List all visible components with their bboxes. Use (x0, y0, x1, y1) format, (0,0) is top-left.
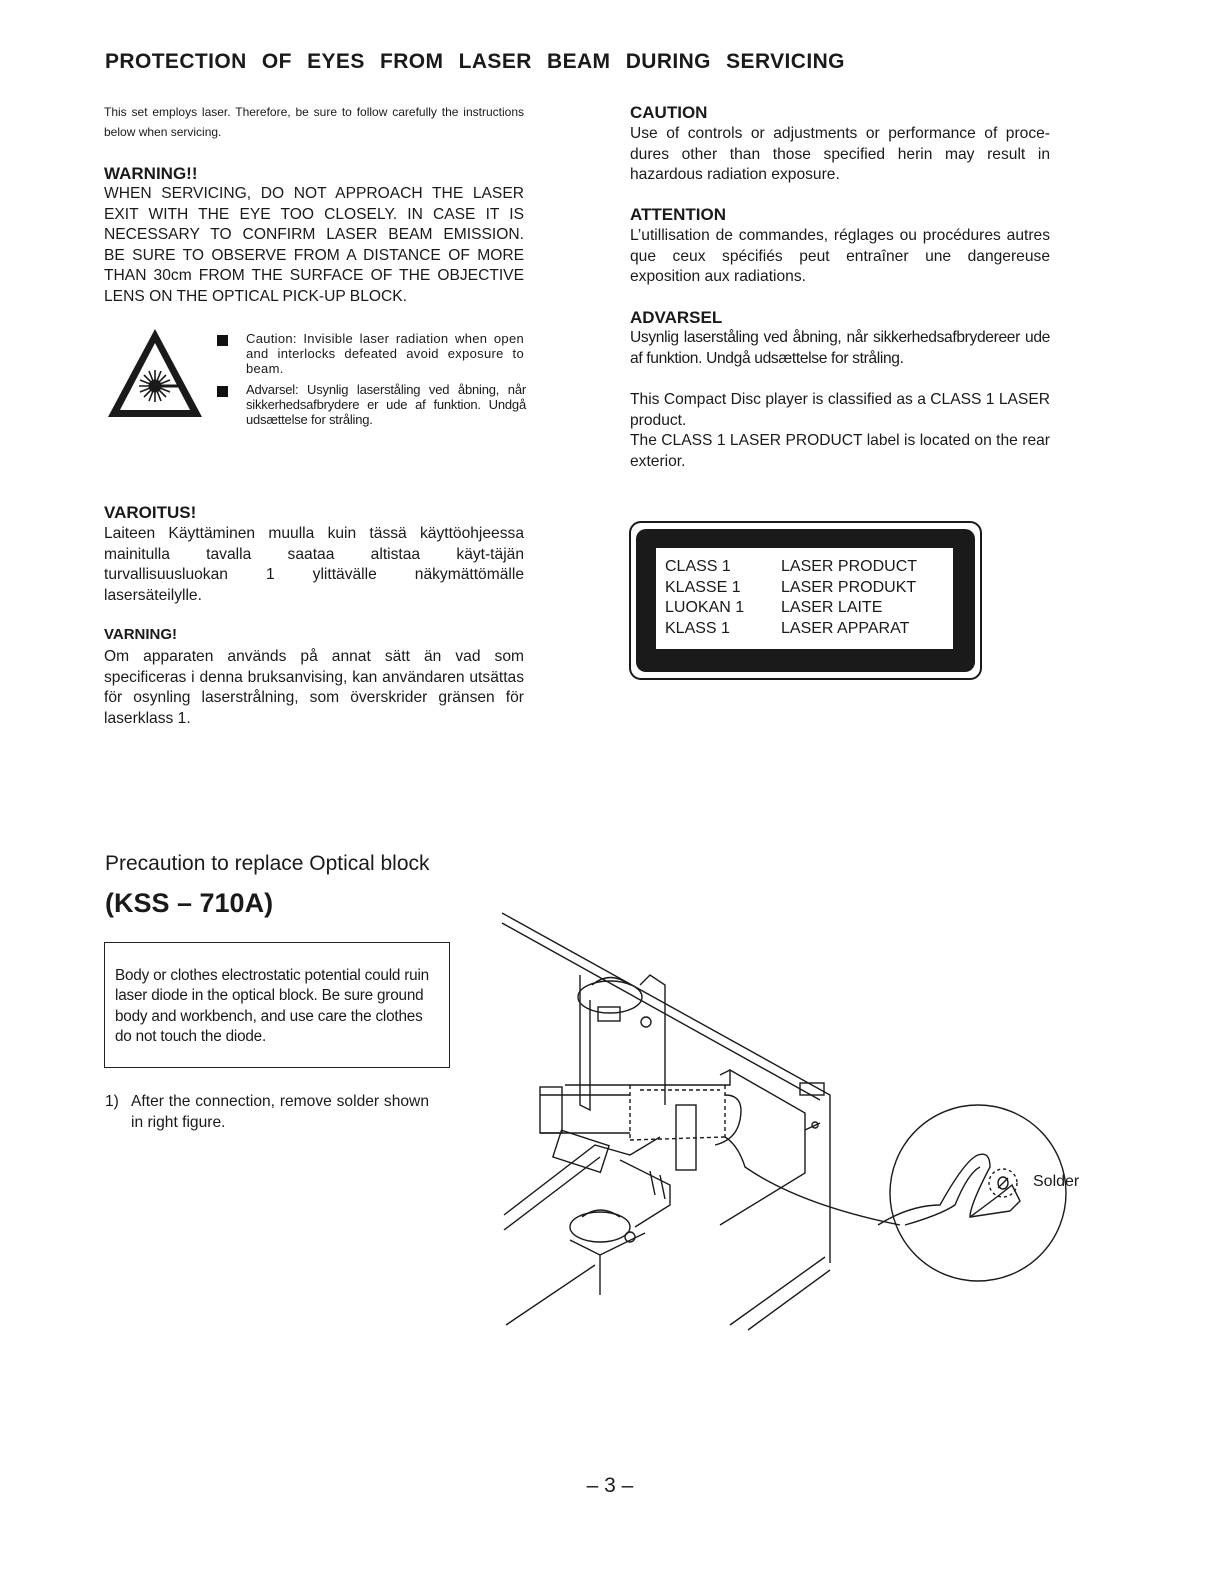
bullet-square-icon (217, 335, 228, 346)
page-number: – 3 – (586, 1474, 634, 1497)
sign-caution-note: Caution: Invisible laser radiation when open and interlocks defeated avoid exposure to beam. (246, 331, 524, 376)
warning-heading: WARNING!! (104, 164, 198, 183)
solder-callout-label: Solder (1033, 1173, 1080, 1190)
varning-text: Om apparaten används på annat sätt än vad som specificeras i denna bruksanvising, kan användaren utsättas för osynling laserstrålning, som överskrider gränsen för laserklass 1. (104, 648, 524, 727)
model-heading: (KSS – 710A) (105, 888, 274, 918)
laser-warning-triangle-icon (106, 326, 204, 420)
attention-heading: ATTENTION (630, 205, 727, 224)
varoitus-text: Laiteen Käyttäminen muulla kuin tässä käyttöohjeessa mainitulla tavalla saataa altistaa käyt-täjän turvallisuusluokan 1 ylittävälle näkymättömälle lasersäteilylle. (104, 525, 524, 604)
step-1: 1) After the connection, remove solder shown in right figure. (105, 1093, 429, 1131)
caution-text: Use of controls or adjustments or performance of proce-dures other than those specified herin may result in hazardous radiation exposure. (630, 125, 1050, 183)
notice-text: Body or clothes electrostatic potential could ruin laser diode in the optical block. Be sure ground body and workbench, and use care the clothes do not touch the diode. (115, 967, 429, 1045)
attention-text: L’utillisation de commandes, réglages ou procédures autres que ceux spécifiés peut entraîner une dangereuse exposition aux radiations. (630, 227, 1050, 285)
precaution-heading: Precaution to replace Optical block (105, 852, 430, 875)
intro-text: This set employs laser. Therefore, be sure to follow carefully the instructions below when servicing. (104, 105, 524, 139)
advarsel-text: Usynlig laserståling ved åbning, når sikkerhedsafbrydereer ude af funktion. Undgå udsættelse for stråling. (630, 329, 1050, 367)
laser-label: CLASS 1 LASER PRODUCT KLASSE 1 LASER PRODUKT LUOKAN 1 LASER LAITE KLASS 1 LASER APPARAT (656, 548, 953, 649)
varning-heading: VARNING! (104, 626, 178, 643)
bullet-square-icon (217, 386, 228, 397)
class-info-text: This Compact Disc player is classified as a CLASS 1 LASER product. The CLASS 1 LASER PRODUCT label is located on the rear exterior. (630, 391, 1050, 470)
optical-block-diagram (500, 905, 1100, 1335)
sign-advarsel-note: Advarsel: Usynlig laserståling ved åbning, når sikkerhedsafbrydere er ude af funktion. Undgå udsættelse for stråling. (246, 382, 526, 427)
warning-text: WHEN SERVICING, DO NOT APPROACH THE LASER EXIT WITH THE EYE TOO CLOSELY. IN CASE IT IS NECESSARY TO CONFIRM LASER BEAM EMISSION. BE SURE TO OBSERVE FROM A DISTANCE OF MORE THAN 30cm FROM THE SURFACE OF THE OBJECTIVE LENS ON THE OPTICAL PICK-UP BLOCK. (104, 185, 524, 305)
caution-heading: CAUTION (630, 103, 708, 122)
page-title: PROTECTION OF EYES FROM LASER BEAM DURING SERVICING (105, 50, 845, 73)
varoitus-heading: VAROITUS! (104, 503, 197, 522)
advarsel-heading: ADVARSEL (630, 308, 723, 327)
